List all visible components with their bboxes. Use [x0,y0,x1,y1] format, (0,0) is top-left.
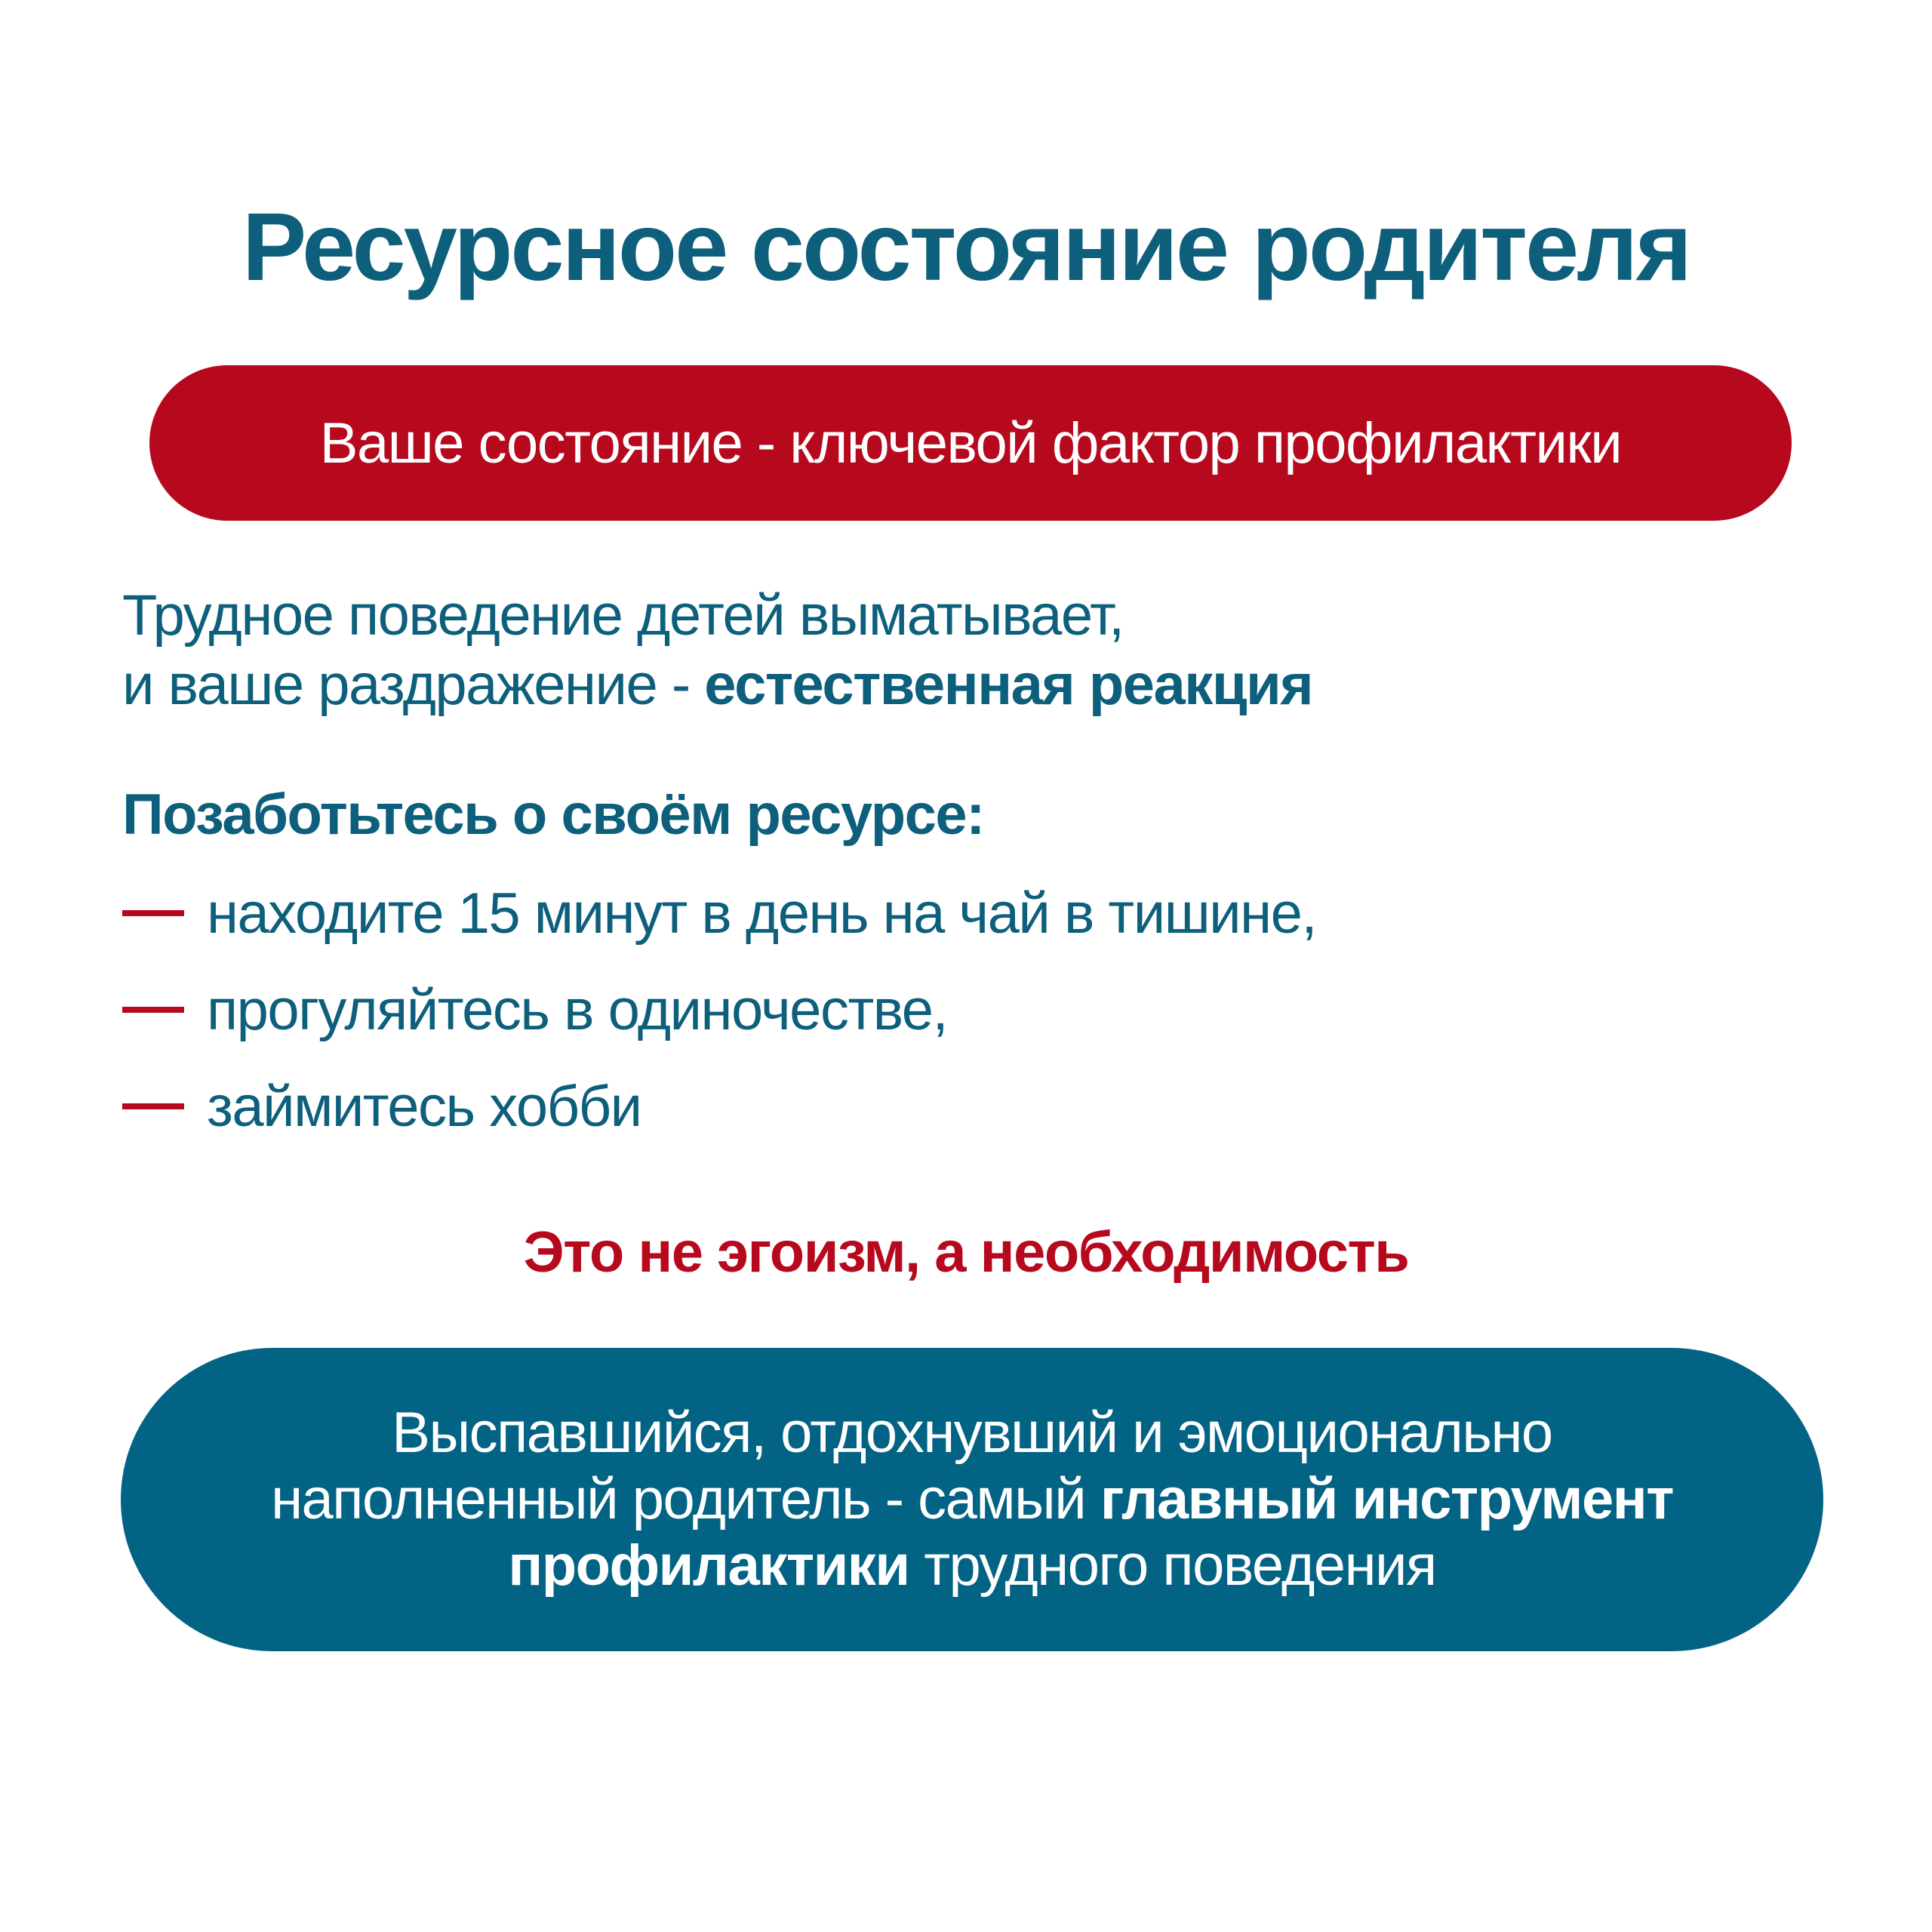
intro-line-2 [122,651,1312,720]
intro-line-1: Трудное поведение детей выматывает, [122,583,1124,648]
intro-highlight: естественная реакция [704,653,1313,717]
conclusion-line-2-text: наполненный родитель - самый [271,1467,1100,1531]
necessity-note: Это не эгоизм, а необходимость [523,1220,1409,1284]
conclusion-highlight-1: главный инструмент [1100,1467,1673,1531]
conclusion-line-1: Выспавшийся, отдохнувший и эмоционально [392,1401,1552,1465]
key-factor-banner [149,365,1792,521]
key-factor-banner-text: Ваше состояние - ключевой фактор профилактики [319,411,1622,475]
list-item [122,972,947,1048]
conclusion-text [271,1400,1673,1599]
conclusion-line-2 [271,1466,1673,1533]
tip-text: займитесь хобби [207,1074,641,1139]
conclusion-line-3 [271,1533,1673,1599]
dash-bullet-icon [122,910,184,916]
conclusion-banner [121,1348,1823,1651]
list-item [122,875,1316,951]
tip-text: находите 15 минут в день на чай в тишине, [207,881,1316,946]
intro-paragraph [122,581,1312,720]
resource-subheading: Позаботьтесь о своём ресурсе: [122,783,984,847]
conclusion-highlight-2: профилактики [508,1534,909,1598]
dash-bullet-icon [122,1007,184,1013]
list-item [122,1069,641,1144]
dash-bullet-icon [122,1103,184,1109]
tip-text: прогуляйтесь в одиночестве, [207,977,948,1042]
conclusion-line-3-text: трудного поведения [909,1534,1436,1598]
intro-line-2-text: и ваше раздражение - [122,653,705,717]
page-title: Ресурсное состояние родителя [242,193,1690,301]
